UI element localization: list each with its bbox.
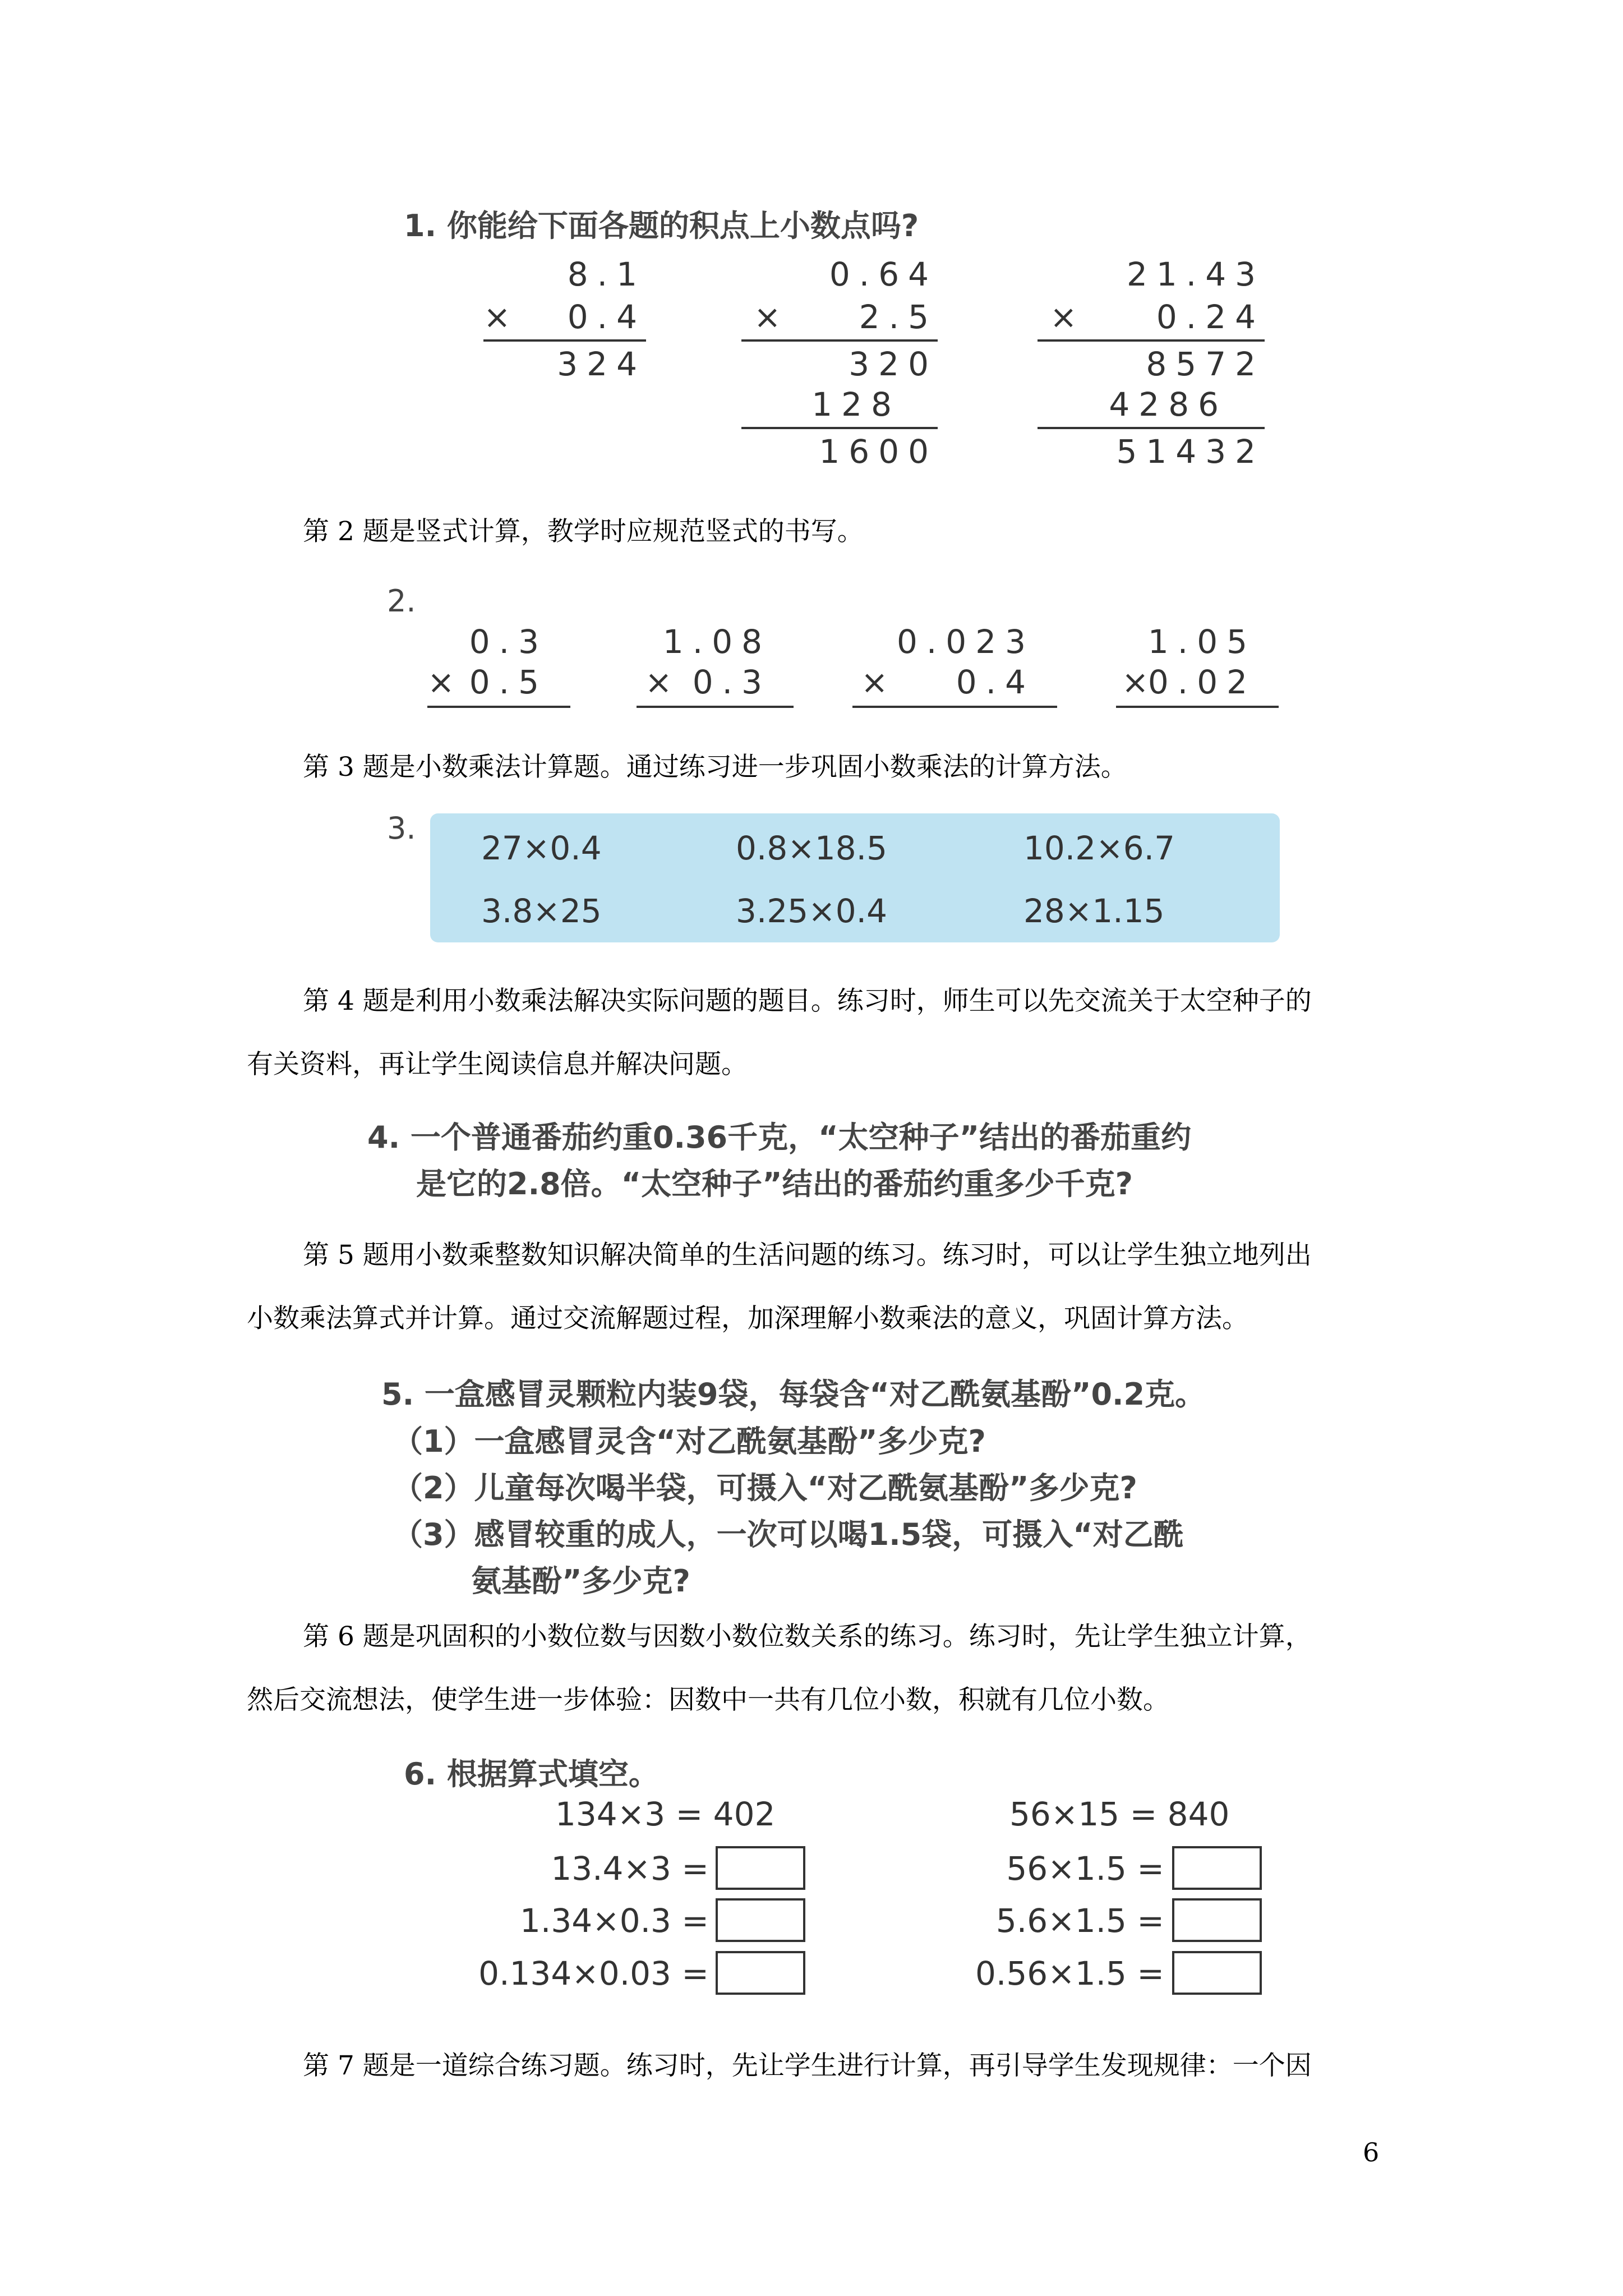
paragraph-5-line-1: 第 5 题用小数乘整数知识解决简单的生活问题的练习。练习时，可以让学生独立地列出 <box>303 1240 1312 1271</box>
q3-label: 3. <box>387 811 416 846</box>
calc-line <box>427 706 570 708</box>
q2-label: 2. <box>387 583 416 619</box>
times-sign: × <box>483 298 511 336</box>
q6-right-expr: 56×1.5 = <box>1006 1849 1164 1888</box>
q2-item-1 <box>427 623 570 707</box>
q6-right-given: 56×15 = 840 <box>1009 1795 1230 1833</box>
q6-left-expr: 1.34×0.3 = <box>519 1902 709 1940</box>
calc-line <box>741 339 938 342</box>
q2-item-2 <box>637 623 794 707</box>
calc-line <box>1038 339 1265 342</box>
paragraph-7: 第 7 题是一道综合练习题。练习时，先让学生进行计算，再引导学生发现规律：一个因 <box>303 2050 1312 2081</box>
times-sign: × <box>1050 298 1077 336</box>
paragraph-4-line-2: 有关资料，再让学生阅读信息并解决问题。 <box>247 1049 748 1080</box>
q1-calc-3 <box>1038 255 1265 480</box>
calc-top: 0.023 <box>896 623 1035 661</box>
times-sign: × <box>427 663 455 701</box>
calc-line <box>741 427 938 429</box>
calc-row: 320 <box>849 345 938 383</box>
calc-top: 8.1 <box>567 255 646 293</box>
calc-multiplier: 0.4 <box>567 298 646 336</box>
calc-top: 0.3 <box>469 623 548 661</box>
q4-line-1: 4. 一个普通番茄约重0.36千克，“太空种子”结出的番茄重约 <box>367 1120 1192 1155</box>
calc-result: 51432 <box>1116 432 1265 471</box>
answer-box[interactable] <box>716 1846 805 1890</box>
paragraph-6-line-1: 第 6 题是巩固积的小数位数与因数小数位数关系的练习。练习时，先让学生独立计算， <box>303 1621 1312 1652</box>
calc-top: 1.08 <box>662 623 771 661</box>
paragraph-3: 第 3 题是小数乘法计算题。通过练习进一步巩固小数乘法的计算方法。 <box>303 752 1127 783</box>
calc-line <box>852 706 1057 708</box>
calc-top: 1.05 <box>1147 623 1256 661</box>
q2-item-4 <box>1116 623 1279 707</box>
q2-item-3 <box>852 623 1057 707</box>
calc-row: 4286 <box>1109 385 1228 424</box>
q5-line-1: 5. 一盒感冒灵颗粒内装9袋，每袋含“对乙酰氨基酚”0.2克。 <box>381 1377 1206 1412</box>
calc-bottom: 0.3 <box>692 663 771 701</box>
q3-expr: 3.8×25 <box>481 892 602 930</box>
calc-row: 128 <box>811 385 901 424</box>
paragraph-2: 第 2 题是竖式计算，教学时应规范竖式的书写。 <box>303 516 864 547</box>
q6-title: 6. 根据算式填空。 <box>404 1756 659 1792</box>
q5-line-5: 氨基酚”多少克? <box>471 1563 690 1599</box>
answer-box[interactable] <box>716 1951 805 1995</box>
q5-line-2: （1）一盒感冒灵含“对乙酰氨基酚”多少克? <box>393 1424 986 1459</box>
calc-line <box>483 339 646 342</box>
times-sign: × <box>754 298 781 336</box>
answer-box[interactable] <box>1172 1898 1262 1942</box>
q6-right-expr: 0.56×1.5 = <box>975 1954 1164 1993</box>
calc-bottom: 0.02 <box>1147 663 1256 701</box>
q1-calc-2 <box>741 255 938 480</box>
calc-top: 21.43 <box>1126 255 1265 293</box>
page-number: 6 <box>1363 2137 1380 2168</box>
answer-box[interactable] <box>1172 1846 1262 1890</box>
times-sign: × <box>645 663 672 701</box>
q6-left-expr: 0.134×0.03 = <box>478 1954 709 1993</box>
paragraph-6-line-2: 然后交流想法，使学生进一步体验：因数中一共有几位小数，积就有几位小数。 <box>247 1685 1169 1715</box>
calc-line <box>637 706 794 708</box>
calc-multiplier: 0.24 <box>1156 298 1265 336</box>
q3-expr: 0.8×18.5 <box>736 829 887 867</box>
q6-right-expr: 5.6×1.5 = <box>995 1902 1164 1940</box>
calc-multiplier: 2.5 <box>859 298 938 336</box>
calc-top: 0.64 <box>829 255 938 293</box>
q6-left-given: 134×3 = 402 <box>555 1795 776 1833</box>
calc-row: 324 <box>557 345 646 383</box>
paragraph-4-line-1: 第 4 题是利用小数乘法解决实际问题的题目。练习时，师生可以先交流关于太空种子的 <box>303 986 1312 1016</box>
q3-expr: 3.25×0.4 <box>736 892 887 930</box>
q3-expr: 27×0.4 <box>481 829 602 867</box>
times-sign: × <box>861 663 888 701</box>
q1-calc-1 <box>483 255 646 401</box>
answer-box[interactable] <box>716 1898 805 1942</box>
calc-bottom: 0.4 <box>956 663 1035 701</box>
q6-left-expr: 13.4×3 = <box>551 1849 709 1888</box>
q5-line-3: （2）儿童每次喝半袋，可摄入“对乙酰氨基酚”多少克? <box>393 1470 1137 1506</box>
calc-bottom: 0.5 <box>469 663 548 701</box>
times-sign: × <box>1122 663 1149 701</box>
calc-row: 8572 <box>1146 345 1265 383</box>
q3-expr: 10.2×6.7 <box>1023 829 1175 867</box>
q3-expr: 28×1.15 <box>1023 892 1165 930</box>
calc-result: 1600 <box>819 432 938 471</box>
q4-line-2: 是它的2.8倍。“太空种子”结出的番茄约重多少千克? <box>416 1166 1133 1202</box>
q1-title: 1. 你能给下面各题的积点上小数点吗? <box>404 208 919 243</box>
calc-line <box>1038 427 1265 429</box>
q5-line-4: （3）感冒较重的成人，一次可以喝1.5袋，可摄入“对乙酰 <box>393 1517 1184 1552</box>
calc-line <box>1116 706 1279 708</box>
paragraph-5-line-2: 小数乘法算式并计算。通过交流解题过程，加深理解小数乘法的意义，巩固计算方法。 <box>247 1303 1248 1334</box>
answer-box[interactable] <box>1172 1951 1262 1995</box>
